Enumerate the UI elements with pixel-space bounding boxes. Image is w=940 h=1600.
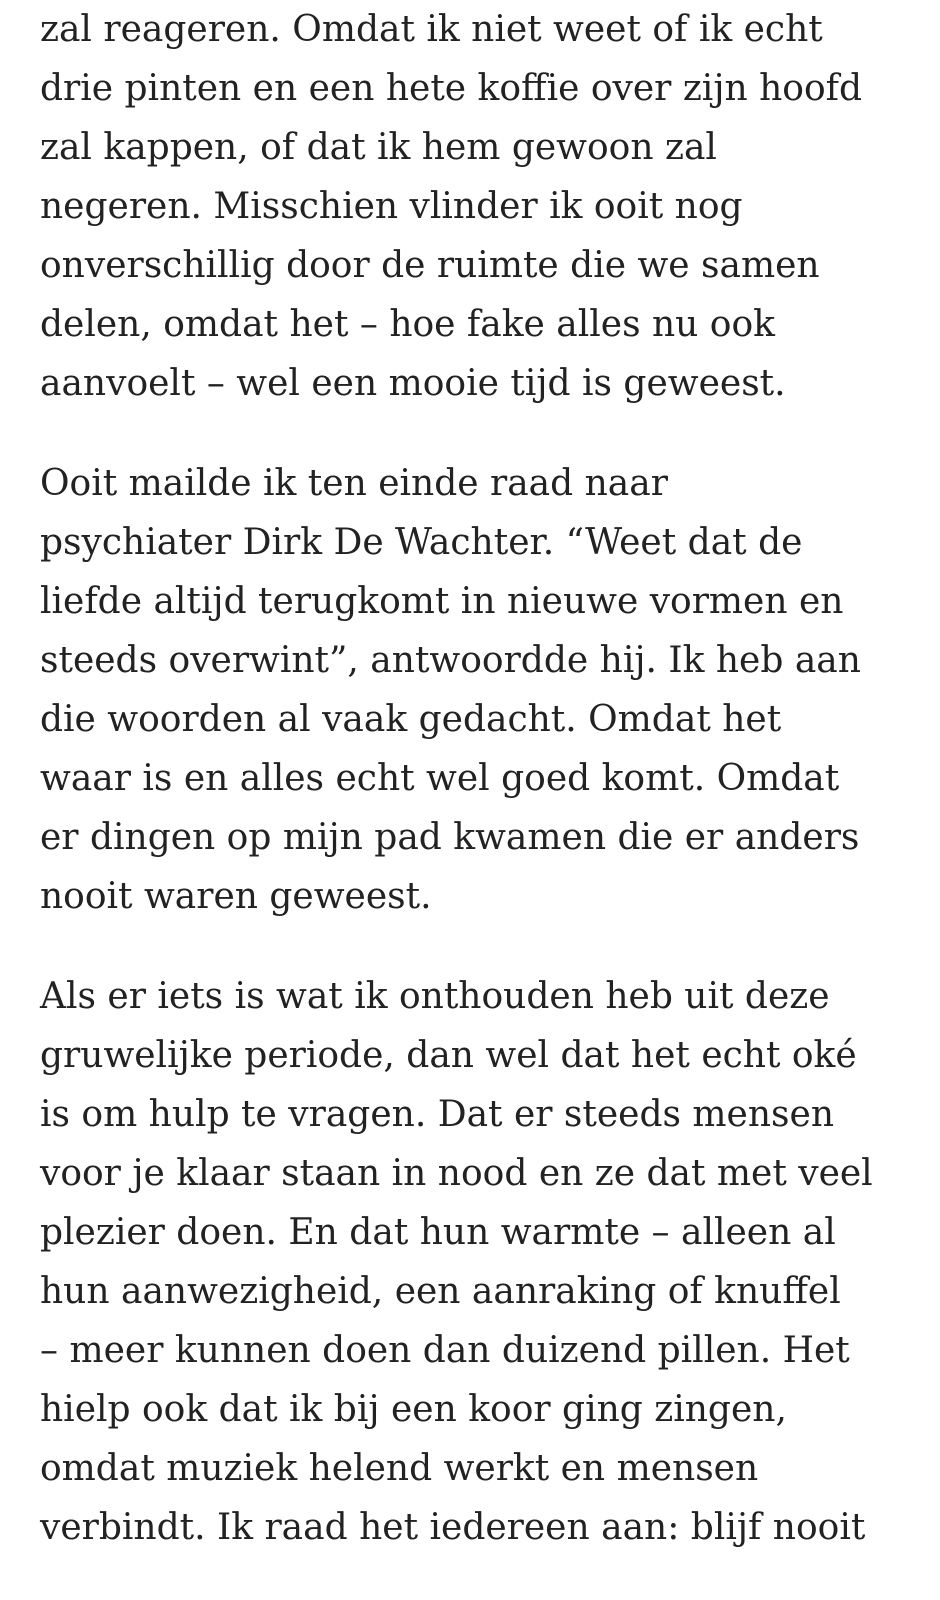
text-line: psychiater Dirk De Wachter. “Weet dat de <box>40 522 803 563</box>
text-line: die woorden al vaak gedacht. Omdat het <box>40 699 782 740</box>
text-line: negeren. Misschien vlinder ik ooit nog <box>40 186 743 227</box>
text-line: aanvoelt – wel een mooie tijd is geweest. <box>40 363 786 404</box>
text-line: – meer kunnen doen dan duizend pillen. Het <box>40 1330 850 1371</box>
paragraph-1 <box>40 0 920 413</box>
text-line: zal reageren. Omdat ik niet weet of ik echt <box>40 9 823 50</box>
text-line: onverschillig door de ruimte die we samen <box>40 245 820 286</box>
paragraph-2 <box>40 454 920 926</box>
text-line: Als er iets is wat ik onthouden heb uit deze <box>40 976 830 1017</box>
article-body <box>40 0 920 1557</box>
text-line: steeds overwint”, antwoordde hij. Ik heb aan <box>40 640 861 681</box>
text-line: is om hulp te vragen. Dat er steeds mensen <box>40 1094 835 1135</box>
text-line: waar is en alles echt wel goed komt. Omdat <box>40 758 840 799</box>
paragraph-3 <box>40 967 920 1557</box>
text-line: Ooit mailde ik ten einde raad naar <box>40 463 668 504</box>
text-line: verbindt. Ik raad het iedereen aan: blijf nooit <box>40 1507 866 1548</box>
text-line: er dingen op mijn pad kwamen die er anders <box>40 817 860 858</box>
text-line: liefde altijd terugkomt in nieuwe vormen en <box>40 581 844 622</box>
paragraph-spacing <box>40 413 920 454</box>
text-line: plezier doen. En dat hun warmte – alleen al <box>40 1212 836 1253</box>
text-line: nooit waren geweest. <box>40 876 432 917</box>
text-line: zal kappen, of dat ik hem gewoon zal <box>40 127 717 168</box>
text-line: voor je klaar staan in nood en ze dat met veel <box>40 1153 873 1194</box>
paragraph-spacing <box>40 926 920 967</box>
text-line: omdat muziek helend werkt en mensen <box>40 1448 759 1489</box>
text-line: gruwelijke periode, dan wel dat het echt oké <box>40 1035 857 1076</box>
text-line: delen, omdat het – hoe fake alles nu ook <box>40 304 775 345</box>
text-line: hielp ook dat ik bij een koor ging zingen, <box>40 1389 787 1430</box>
text-line: drie pinten en een hete koffie over zijn hoofd <box>40 68 863 109</box>
text-line: hun aanwezigheid, een aanraking of knuffel <box>40 1271 841 1312</box>
